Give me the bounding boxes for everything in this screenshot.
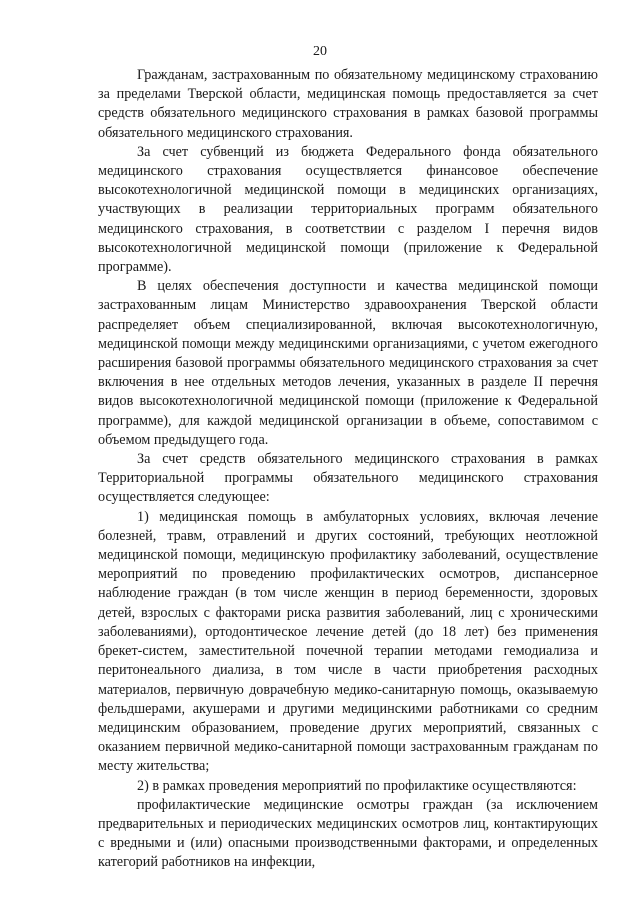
list-item-2-prevention: 2) в рамках проведения мероприятий по профилактике осуществляются: (137, 777, 577, 794)
paragraph-oms-funding-intro: За счет средств обязательного медицинского страхования в рамках Территориальной программы обязательного медицинского страхования осуществляется следующее: (98, 451, 598, 506)
document-body (98, 66, 598, 873)
paragraph-federal-subventions: За счет субвенций из бюджета Федерального фонда обязательного медицинского страхования осуществляется финансовое обеспечение высокотехнологичной медицинской помощи в медицинских организациях, участвующих в реализации территориальных программ обязательного медицинского страхования, в соответствии с разделом I перечня видов высокотехнологичной медицинской помощи (приложение к Федеральной программе). (98, 143, 598, 276)
paragraph-preventive-examinations: профилактические медицинские осмотры граждан (за исключением предварительных и периодических медицинских осмотров лиц, контактирующих с вредными и (или) опасными производственными факторами, и определенных категорий работников на инфекции, (98, 796, 598, 871)
list-item-1-outpatient-care: 1) медицинская помощь в амбулаторных условиях, включая лечение болезней, травм, отравлений и других состояний, требующих неотложной медицинской помощи, медицинскую профилактику заболеваний, осуществление мероприятий по проведению профилактических осмотров, диспансерное наблюдение граждан (в том числе женщин в период беременности, здоровых детей, взрослых с факторами риска развития заболеваний, лиц с хроническими заболеваниями), ортодонтическое лечение детей (до 18 лет) без применения брекет-систем, заместительной почечной терапии методами гемодиализа и перитонеального диализа, в том числе в части приобретения расходных материалов, первичную доврачебную медико-санитарную помощь, оказываемую фельдшерами, акушерами и другими медицинскими работниками со средним медицинским образованием, проведение других мероприятий, связанных с оказанием первичной медико-санитарной помощи застрахованным гражданам по месту жительства; (98, 508, 598, 775)
page-number: 20 (313, 44, 327, 59)
paragraph-out-of-region-insured: Гражданам, застрахованным по обязательному медицинскому страхованию за пределами Тверской области, медицинская помощь предоставляется за счет средств обязательного медицинского страхования в рамках базовой программы обязательного медицинского страхования. (98, 67, 598, 141)
paragraph-volume-distribution: В целях обеспечения доступности и качества медицинской помощи застрахованным лицам Министерство здравоохранения Тверской области распределяет объем специализированной, включая высокотехнологичную, медицинской помощи между медицинскими организациями, с учетом ежегодного расширения базовой программы обязательного медицинского страхования за счет включения в нее отдельных методов лечения, указанных в разделе II перечня видов высокотехнологичной медицинской помощи (приложение к Федеральной программе), для каждой медицинской организации в объеме, сопоставимом с объемом предыдущего года. (98, 278, 598, 448)
